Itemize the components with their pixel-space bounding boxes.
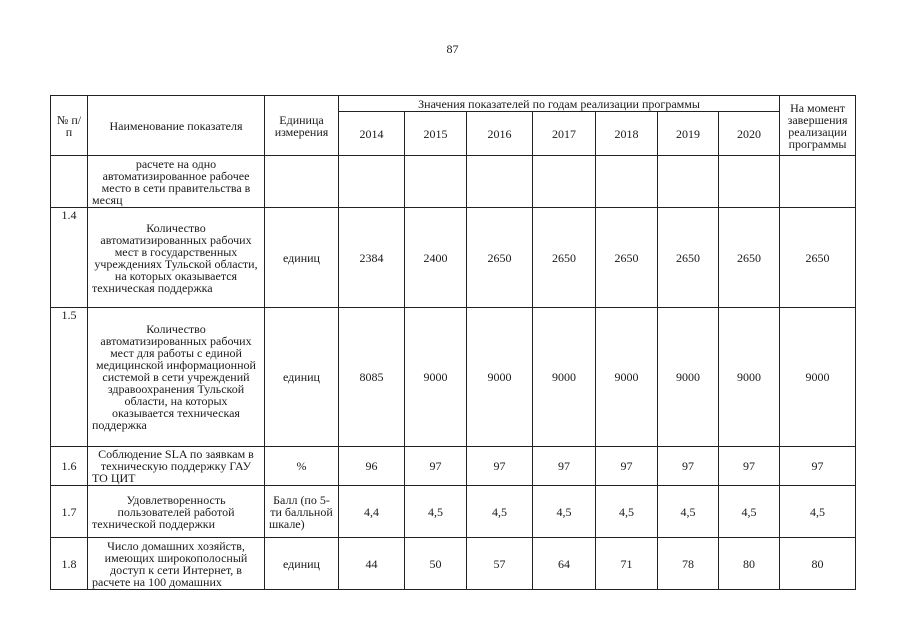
header-unit: Единица измерения xyxy=(265,96,339,156)
row-name: Соблюдение SLA по заявкам в техническую поддержку ГАУ ТО ЦИТ xyxy=(88,447,265,486)
row-unit: % xyxy=(265,447,339,486)
header-years-group: Значения показателей по годам реализации программы xyxy=(339,96,780,112)
row-value: 2384 xyxy=(339,208,405,308)
row-unit: Балл (по 5-ти балльной шкале) xyxy=(265,486,339,538)
row-value: 57 xyxy=(467,538,533,590)
row-value: 8085 xyxy=(339,308,405,447)
row-value xyxy=(596,156,658,208)
row-value: 50 xyxy=(405,538,467,590)
row-value: 71 xyxy=(596,538,658,590)
row-value xyxy=(339,156,405,208)
row-final: 9000 xyxy=(780,308,856,447)
header-final: На момент завершения реализации программы xyxy=(780,96,856,156)
row-value: 2400 xyxy=(405,208,467,308)
header-year: 2017 xyxy=(533,112,596,156)
row-value xyxy=(405,156,467,208)
row-value: 96 xyxy=(339,447,405,486)
row-value: 9000 xyxy=(719,308,780,447)
header-year: 2015 xyxy=(405,112,467,156)
row-value: 97 xyxy=(658,447,719,486)
row-final: 2650 xyxy=(780,208,856,308)
row-value: 2650 xyxy=(719,208,780,308)
row-unit: единиц xyxy=(265,308,339,447)
row-value: 2650 xyxy=(467,208,533,308)
row-value: 4,5 xyxy=(719,486,780,538)
row-value: 2650 xyxy=(658,208,719,308)
header-name: Наименование показателя xyxy=(88,96,265,156)
table-header xyxy=(51,96,856,156)
row-value: 9000 xyxy=(658,308,719,447)
header-year: 2020 xyxy=(719,112,780,156)
row-value: 4,4 xyxy=(339,486,405,538)
row-num: 1.6 xyxy=(51,447,88,486)
row-num: 1.7 xyxy=(51,486,88,538)
row-value: 97 xyxy=(467,447,533,486)
row-value: 9000 xyxy=(467,308,533,447)
row-value: 97 xyxy=(533,447,596,486)
row-unit xyxy=(265,156,339,208)
header-year: 2016 xyxy=(467,112,533,156)
row-unit: единиц xyxy=(265,208,339,308)
row-value: 2650 xyxy=(533,208,596,308)
table-row xyxy=(51,208,856,308)
row-num: 1.4 xyxy=(51,208,88,308)
row-value xyxy=(658,156,719,208)
row-value: 97 xyxy=(405,447,467,486)
header-year: 2018 xyxy=(596,112,658,156)
table-row xyxy=(51,156,856,208)
table-row xyxy=(51,538,856,590)
row-value: 80 xyxy=(719,538,780,590)
row-name: Удовлетворенность пользователей работой технической поддержки xyxy=(88,486,265,538)
row-value: 78 xyxy=(658,538,719,590)
row-name: расчете на одно автоматизированное рабочее место в сети правительства в месяц xyxy=(88,156,265,208)
table-row xyxy=(51,486,856,538)
table-row xyxy=(51,308,856,447)
header-year: 2019 xyxy=(658,112,719,156)
row-final: 4,5 xyxy=(780,486,856,538)
row-value: 64 xyxy=(533,538,596,590)
row-value xyxy=(467,156,533,208)
page-number: 87 xyxy=(446,42,459,56)
row-value: 4,5 xyxy=(405,486,467,538)
row-value: 9000 xyxy=(405,308,467,447)
row-final: 80 xyxy=(780,538,856,590)
row-num xyxy=(51,156,88,208)
row-name: Количество автоматизированных рабочих мест в государственных учреждениях Тульской области, на которых оказывается техническая поддержка xyxy=(88,208,265,308)
row-value: 9000 xyxy=(596,308,658,447)
row-num: 1.8 xyxy=(51,538,88,590)
row-value: 4,5 xyxy=(658,486,719,538)
row-final xyxy=(780,156,856,208)
header-num: № п/п xyxy=(51,96,88,156)
table-body xyxy=(51,156,856,590)
table-row xyxy=(51,447,856,486)
row-value: 97 xyxy=(596,447,658,486)
header-year: 2014 xyxy=(339,112,405,156)
row-value: 97 xyxy=(719,447,780,486)
row-value: 4,5 xyxy=(467,486,533,538)
row-final: 97 xyxy=(780,447,856,486)
row-value xyxy=(719,156,780,208)
row-value: 4,5 xyxy=(596,486,658,538)
indicators-table xyxy=(50,95,856,590)
row-value: 4,5 xyxy=(533,486,596,538)
row-value: 44 xyxy=(339,538,405,590)
row-num: 1.5 xyxy=(51,308,88,447)
row-value: 2650 xyxy=(596,208,658,308)
row-name: Количество автоматизированных рабочих мест для работы с единой медицинской информационной системой в сети учреждений здравоохранения Тульской области, на которых оказывается техническая поддержка xyxy=(88,308,265,447)
row-value: 9000 xyxy=(533,308,596,447)
row-value xyxy=(533,156,596,208)
row-name: Число домашних хозяйств, имеющих широкополосный доступ к сети Интернет, в расчете на 100 домашних xyxy=(88,538,265,590)
row-unit: единиц xyxy=(265,538,339,590)
